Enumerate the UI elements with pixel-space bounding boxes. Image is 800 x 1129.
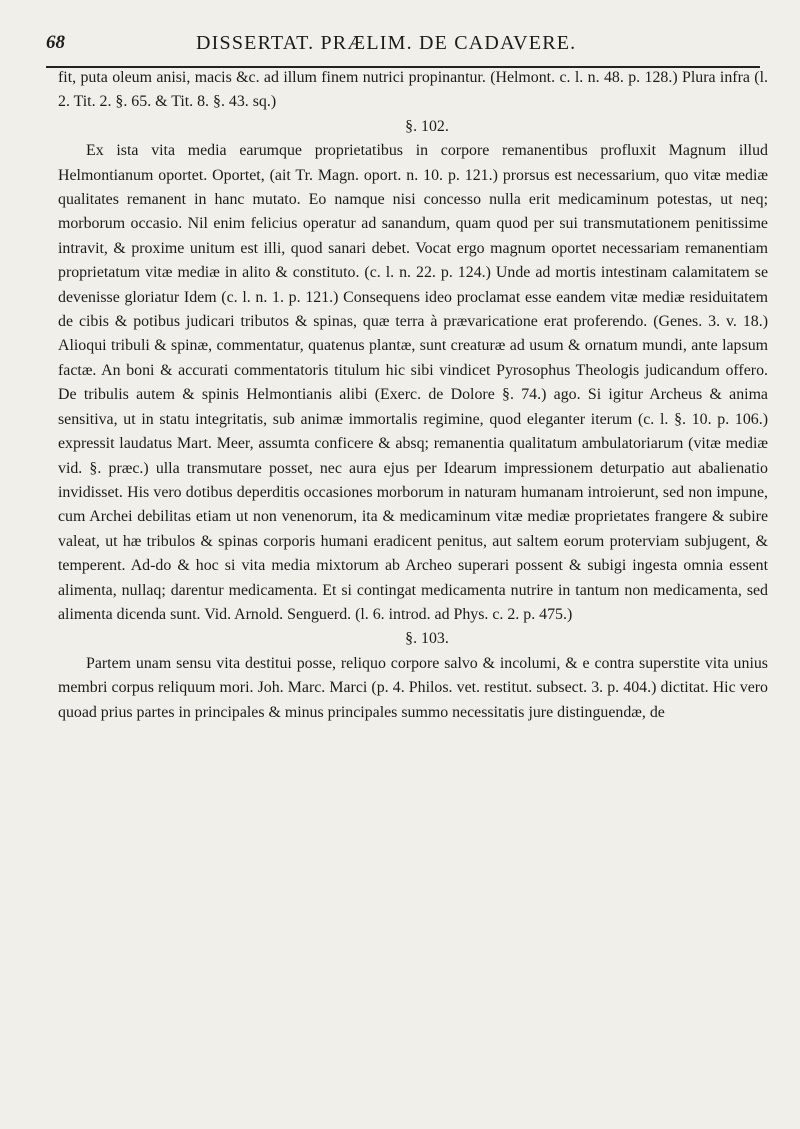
section-number: §. 103.	[405, 630, 449, 648]
paragraph-main: Ex ista vita media earumque proprietatibus in corpore remanentibus profluxit Magnum illud Helmontianum oportet. Oportet, (ait Tr. Magn. oport. n. 10. p. 121.) prorsus est necessarium, quo vitæ mediæ qualitates remanent in hanc mutato. Eo namque nisi concesso nulla erit medicaminum potestas, ut neq; morborum occasio. Nil enim felicius operatur ad sanandum, quam quod per sui transmutationem penitissime intravit, & proxime unitum est illi, quod sanari debet. Vocat ergo magnum oportet necessariam remanentiam proprietatum vitæ mediæ in alito & constituto. (c. l. n. 22. p. 124.) Unde ad mortis intestinam calamitatem se devenisse gloriatur Idem (c. l. n. 1. p. 121.) Consequens ideo proclamat esse eandem vitæ mediæ residuitatem de cibis & potibus judicari tributos & spinas, quæ terra à prævaricatione erat proferendo. (Genes. 3. v. 18.) Alioqui tribuli & spinæ, commentatur, quatenus plantæ, sunt creaturæ ad usum & ornatum mundi, ante lapsum factæ. An boni & accurati commentatoris titulum hic sibi vindicet Pyrosophus Theologis judicandum offero. De tribulis autem & spinis Helmontianis alibi (Exerc. de Dolore §. 74.) ago. Si igitur Archeus & anima sensitiva, ut in statu integritatis, sub animæ immortalis regimine, quod eleganter iterum (c. l. §. 10. p. 106.) expressit laudatus Mart. Meer, assumta conficere & absq; remanentia qualitatum ambulatoriarum (vitæ mediæ vid. §. præc.) ulla transmutare posset, nec aura ejus per Idearum impressionem deturpatio aut abalienatio invidisset. His vero dotibus deperditis occasiones morborum in naturam humanam introierunt, sed non impune, cum Archei debilitas etiam ut non venenorum, ita & medicaminum vitæ mediæ proprietates frangere & subire valeat, ut hæ tribulos & spinas corporis humani eradicent penitus, aut saltem eorum proterviam subjugent, & temperent. Ad-do & hoc si vita media mixtorum ab Archeo superari possent & subigi ingesta omnia essent alimenta, nullaq; darentur medicamenta. Et si contingat medicamenta nutrire in tantum non medicamenta, sed alimenta dicenda sunt. Vid. Arnold. Senguerd. (l. 6. introd. ad Phys. c. 2. p. 475.)	[58, 142, 768, 623]
paragraph-last: Partem unam sensu vita destitui posse, reliquo corpore salvo & incolumi, & e contra superstite vita unius membri corpus reliquum mori. Joh. Marc. Marci (p. 4. Philos. vet. restitut. subsect. 3. p. 404.) dictitat. Hic vero quoad prius partes in principales & minus principales summo necessitatis jure distinguendæ, de	[58, 654, 768, 721]
section-number: §. 102.	[405, 117, 449, 135]
page-header	[46, 32, 760, 68]
running-title: DISSERTAT. PRÆLIM. DE CADAVERE.	[196, 32, 577, 54]
paragraph-continuation: fit, puta oleum anisi, macis &c. ad illum finem nutrici propinantur. (Helmont. c. l. n. 48. p. 128.) Plura infra (l. 2. Tit. 2. §. 65. & Tit. 8. §. 43. sq.)	[58, 69, 768, 111]
text-body	[58, 66, 768, 725]
page-number: 68	[46, 32, 65, 53]
